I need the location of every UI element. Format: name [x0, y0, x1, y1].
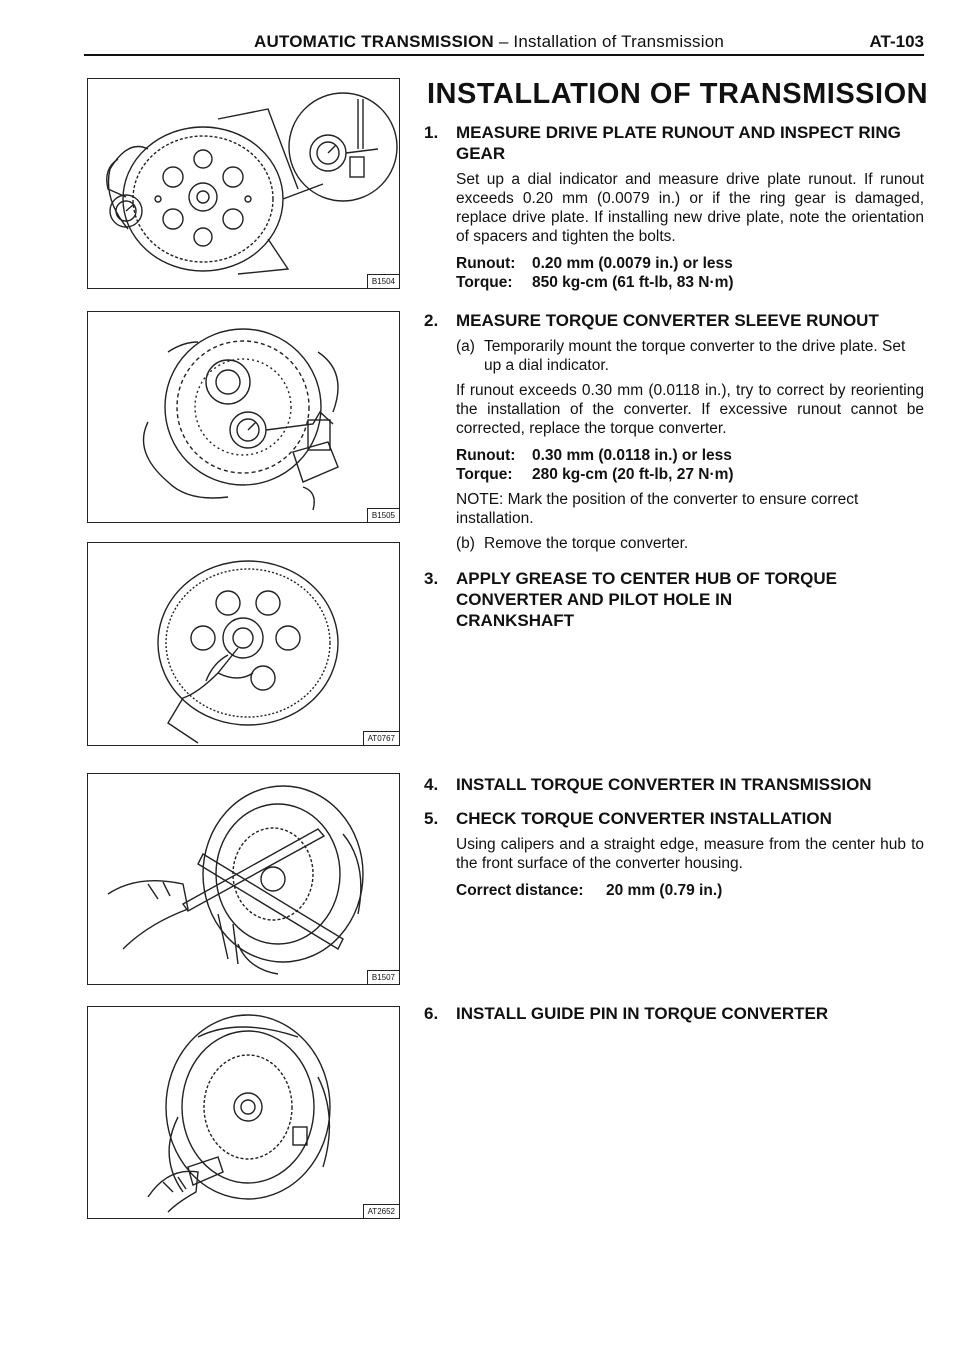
guide-pin-install-illustration	[88, 1007, 398, 1217]
step-heading	[424, 310, 924, 331]
step-title: INSTALL GUIDE PIN IN TORQUE CONVERTER	[456, 1004, 829, 1023]
page-header	[84, 30, 924, 56]
figure-code: AT0767	[363, 731, 400, 746]
grease-center-hub-illustration	[88, 543, 398, 744]
spec-torque	[456, 273, 924, 292]
figure-code: B1507	[367, 970, 400, 985]
step-text: Set up a dial indicator and measure drive plate runout. If runout exceeds 0.20 mm (0.0079 in.) or if the ring gear is damaged, replace drive plate. If installing new drive plate, note the orientation of spacers and tighten the bolts.	[456, 171, 924, 245]
substep-label: (b)	[456, 535, 475, 552]
substep-b	[456, 534, 924, 553]
drive-plate-dial-indicator-illustration	[88, 79, 398, 287]
figure-install-guide-pin	[87, 1006, 400, 1219]
step-heading	[424, 122, 924, 164]
figure-apply-grease	[87, 542, 400, 746]
figure-check-installation	[87, 773, 400, 985]
spec-value: 280 kg-cm (20 ft-lb, 27 N·m)	[532, 466, 734, 483]
step-number: 3.	[424, 569, 439, 588]
step-text: Using calipers and a straight edge, measure from the center hub to the front surface of the converter housing.	[456, 836, 924, 872]
spec-correct-distance	[456, 881, 924, 900]
step-3	[424, 568, 924, 631]
spec-runout	[456, 446, 924, 465]
figure-converter-runout	[87, 311, 400, 523]
spec-label: Runout:	[456, 447, 516, 464]
step-title: INSTALL TORQUE CONVERTER IN TRANSMISSION	[456, 775, 872, 794]
header-section: AUTOMATIC TRANSMISSION	[254, 32, 494, 51]
page-number: AT-103	[869, 32, 924, 51]
step-text: If runout exceeds 0.30 mm (0.0118 in.), try to correct by reorienting the installation of the converter. If excessive runout cannot be corrected, replace the torque converter.	[456, 382, 924, 437]
substep-text: Remove the torque converter.	[484, 535, 689, 552]
step-1	[424, 122, 924, 292]
spec-label: Torque:	[456, 466, 513, 483]
spec-runout	[456, 254, 924, 273]
step-2	[424, 310, 924, 553]
spec-label: Runout:	[456, 255, 516, 272]
page-title: INSTALLATION OF TRANSMISSION	[427, 78, 929, 110]
step-heading	[424, 808, 924, 829]
step-number: 5.	[424, 809, 439, 828]
step-number: 2.	[424, 311, 439, 330]
step-5	[424, 808, 924, 900]
figure-code: B1504	[367, 274, 400, 289]
step-heading	[424, 774, 924, 795]
step-6	[424, 1003, 924, 1024]
spec-value: 850 kg-cm (61 ft-lb, 83 N·m)	[532, 274, 734, 291]
spec-label: Correct distance:	[456, 882, 584, 899]
header-title	[254, 32, 724, 52]
step-title: MEASURE TORQUE CONVERTER SLEEVE RUNOUT	[456, 311, 879, 330]
figure-code: AT2652	[363, 1204, 400, 1219]
step-number: 4.	[424, 775, 439, 794]
step-heading	[424, 1003, 924, 1024]
spec-value: 20 mm (0.79 in.)	[606, 882, 723, 899]
step-4	[424, 774, 924, 795]
step-number: 1.	[424, 123, 439, 142]
spec-value: 0.20 mm (0.0079 in.) or less	[532, 255, 733, 272]
substep-label: (a)	[456, 338, 475, 355]
step-title: MEASURE DRIVE PLATE RUNOUT AND INSPECT RING GEAR	[456, 123, 901, 163]
step-title: CHECK TORQUE CONVERTER INSTALLATION	[456, 809, 832, 828]
figure-code: B1505	[367, 508, 400, 523]
step-number: 6.	[424, 1004, 439, 1023]
substep-text: Temporarily mount the torque converter to the drive plate. Set up a dial indicator.	[484, 338, 906, 374]
spec-value: 0.30 mm (0.0118 in.) or less	[532, 447, 732, 464]
note-text: NOTE: Mark the position of the converter to ensure correct installation.	[456, 491, 859, 527]
torque-converter-dial-indicator-illustration	[88, 312, 398, 521]
step-title: APPLY GREASE TO CENTER HUB OF TORQUE CONVERTER AND PILOT HOLE IN CRANKSHAFT	[456, 569, 837, 630]
spec-torque	[456, 465, 924, 484]
substep-a	[456, 337, 924, 375]
figure-drive-plate-runout	[87, 78, 400, 289]
spec-label: Torque:	[456, 274, 513, 291]
step-heading	[424, 568, 924, 631]
header-subsection: – Installation of Transmission	[493, 32, 725, 51]
calipers-straight-edge-illustration	[88, 774, 398, 983]
